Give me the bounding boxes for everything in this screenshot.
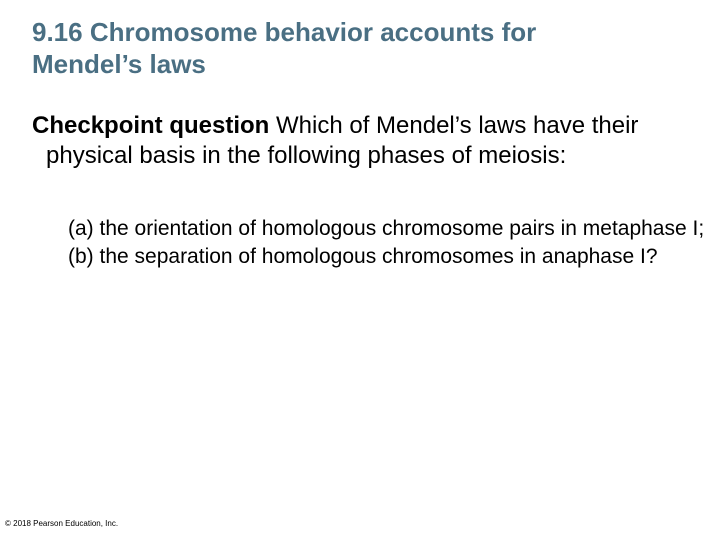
copyright-notice: © 2018 Pearson Education, Inc. [5,519,119,528]
option-b: (b) the separation of homologous chromosomes in anaphase I? [68,245,658,268]
question-text: Which of Mendel’s laws have their physical basis in the following phases of meiosis: [46,112,639,169]
answer-options [68,215,708,271]
checkpoint-question [32,111,692,171]
slide-title-line-2: Mendel’s laws [32,49,206,79]
slide-title-line-1: 9.16 Chromosome behavior accounts for [32,17,537,47]
slide-title [32,16,692,80]
question-label: Checkpoint question [32,112,270,139]
option-a: (a) the orientation of homologous chromosome pairs in metaphase I; [68,217,705,240]
